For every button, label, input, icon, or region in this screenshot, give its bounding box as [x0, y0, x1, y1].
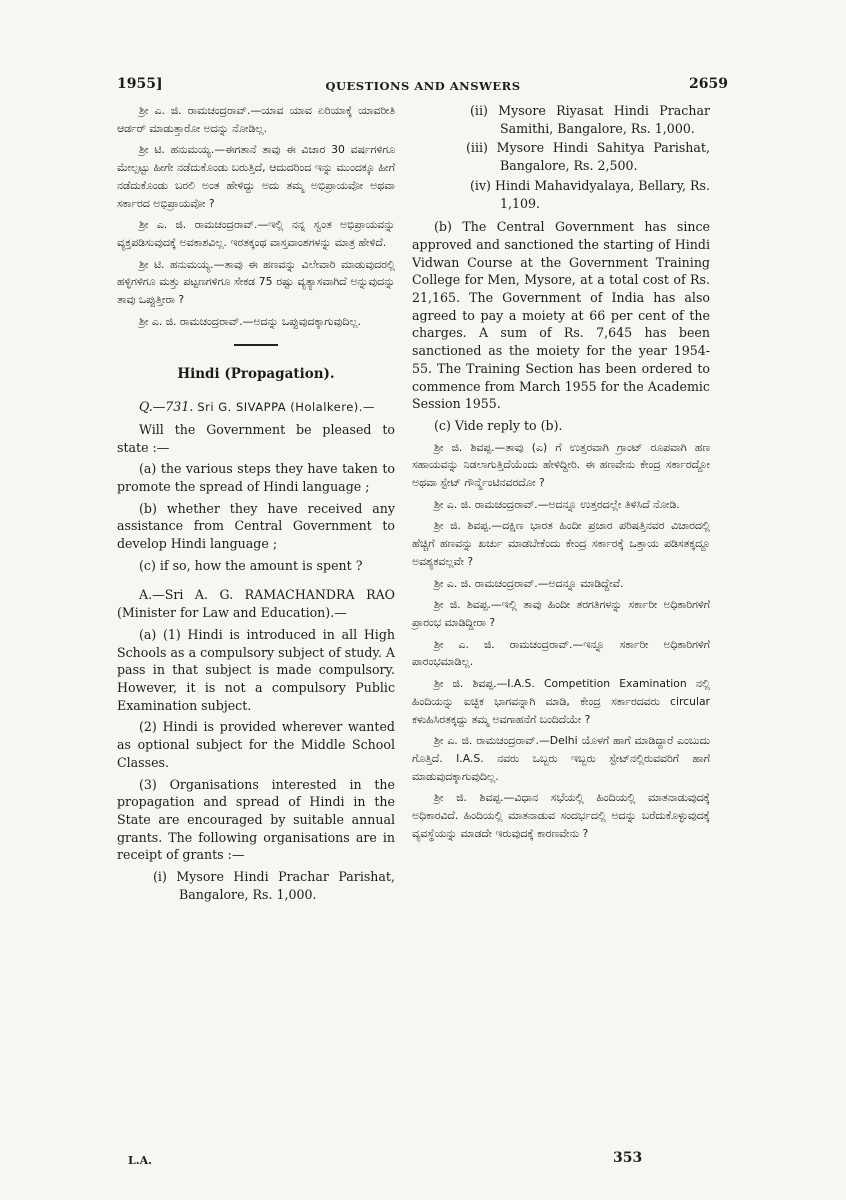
paragraph: ಶ್ರೀ ಜಿ. ಶಿವಪ್ಪ.—I.A.S. Competition Examination ನಲ್ಲಿ ಹಿಂದಿಯನ್ನು ಐಚ್ಛಿಕ ಭಾಗವನ್ನಾಗಿ ಮಾಡಿ, ಕೇಂದ್ರ ಸರ್ಕಾರದವರು circular ಕಳುಹಿಸಿರತಕ್ಕದ್ದು ತಮ್ಮ ಅವಗಾಹನೆಗೆ ಬಂದಿದೆಯೇ ?: [412, 677, 710, 726]
paragraph: ಶ್ರೀ ಟಿ. ಹನುಮಯ್ಯ.—ತಾವು ಈ ಹಣವನ್ನು ವಿಲೇವಾರಿ ಮಾಡುವುದರಲ್ಲಿ ಹಳ್ಳಿಗಳಿಗೂ ಮತ್ತು ಪಟ್ಟಣಗಳಿಗೂ ಸೇಕಡ 75 ರಷ್ಟು ವ್ಯತ್ಯಾಸವಾಗಿದೆ ಅನ್ನುವುದನ್ನು ತಾವು ಒಪ್ಪುತ್ತೀರಾ ?: [117, 257, 395, 307]
question-part-a: (a) the various steps they have taken to promote the spread of Hindi language ;: [117, 461, 395, 494]
paragraph: ಶ್ರೀ ಎ. ಜಿ. ರಾಮಚಂದ್ರರಾವ್.—ಅದನ್ನೂ ಉತ್ತರದಲ್ಲೇ ತಿಳಿಸಿದೆ ನೋಡಿ.: [434, 497, 680, 511]
footer-page-number: 353: [613, 1150, 643, 1166]
paragraph: ಶ್ರೀ ಟಿ. ಹನುಮಯ್ಯ.—ಈಗತಾನೆ ತಾವು ಈ ವಿಚಾರ 30 ವರ್ಷಗಳಿಗೂ ಮೇಲ್ಪಟ್ಟು ಹೀಗೇ ನಡೆದುಕೊಂಡು ಬರುತ್ತಿದೆ, ಆದುದರಿಂದ ಇನ್ನು ಮುಂದಕ್ಕೂ ಹೀಗೆ ನಡೆದುಕೊಂಡು ಬರಲಿ ಅಂತ ಹೇಳಿದ್ದು ಅದು ತಮ್ಮ ಅಭಿಪ್ರಾಯವೋ ಅಥವಾ ಸರ್ಕಾರದ ಅಭಿಪ್ರಾಯವೋ ?: [117, 143, 395, 210]
paragraph: ಶ್ರೀ ಜಿ. ಶಿವಪ್ಪ.—ದಕ್ಷಿಣ ಭಾರತ ಹಿಂದೀ ಪ್ರಚಾರ ಪರಿಷತ್ತಿನವರ ವಿಚಾರದಲ್ಲಿ ಹೆಚ್ಚಿಗೆ ಹಣವನ್ನು ಖರ್ಚು ಮಾಡಬೇಕೆಂದು ಕೇಂದ್ರ ಸರ್ಕಾರಕ್ಕೆ ಒತ್ತಾಯ ಪಡಿಸತಕ್ಕದ್ದೂ ಅವಶ್ಯಕವಲ್ಲವೇ ?: [412, 519, 710, 568]
grant-list: [412, 102, 710, 212]
grant-item: (i) Mysore Hindi Prachar Parishat, Bangalore, Rs. 1,000.: [153, 869, 395, 902]
question-part-c: (c) if so, how the amount is spent ?: [139, 557, 363, 573]
answer-part-a2: (2) Hindi is provided wherever wanted as optional subject for the Middle School Classes.: [117, 719, 395, 770]
paragraph: ಶ್ರೀ ಜಿ. ಶಿವಪ್ಪ.—ವಿಧಾನ ಸಭೆಯಲ್ಲಿ ಹಿಂದಿಯಲ್ಲಿ ಮಾತನಾಡುವುದಕ್ಕೆ ಅಧಿಕಾರವಿದೆ. ಹಿಂದಿಯಲ್ಲಿ ಮಾತನಾಡುವ ಸಂದರ್ಭದಲ್ಲಿ ಅದನ್ನು ಬರೆದುಕೊಳ್ಳುವುದಕ್ಕೆ ವ್ಯವಸ್ಥೆಯನ್ನು ಮಾಡದೇ ಇರುವುದಕ್ಕೆ ಕಾರಣವೇನು ?: [412, 791, 710, 840]
section-heading: Hindi (Propagation).: [177, 366, 335, 383]
paragraph: ಶ್ರೀ ಎ. ಜಿ. ರಾಮಚಂದ್ರರಾವ್.—ಅದನ್ನು ಒಪ್ಪುವುದಕ್ಕಾಗುವುದಿಲ್ಲ.: [139, 314, 361, 328]
paragraph: ಶ್ರೀ ಎ. ಜಿ. ರಾಮಚಂದ್ರರಾವ್.—Delhi ಯೊಳಗೆ ಹಾಗೆ ಮಾಡಿದ್ದಾರೆ ಎಂಬುದು ಗೊತ್ತಿದೆ. I.A.S. ನವರು ಒಬ್ಬರು ಇಬ್ಬರು ಸ್ಟೇಟ್‌ನಲ್ಲಿರುವವರಿಗೆ ಹಾಗೆ ಮಾಡುವುದಕ್ಕಾಗುವುದಿಲ್ಲ.: [412, 734, 710, 783]
question-part-b: (b) whether they have received any assistance from Central Government to develop Hindi language ;: [117, 500, 395, 552]
paragraph: ಶ್ರೀ ಎ. ಜಿ. ರಾಮಚಂದ್ರರಾವ್.—ಯಾವ ಯಾವ ಏರಿಯಾಕ್ಕೆ ಯಾವರೀತಿ ಆರ್ಡರ್ ಮಾಡುತ್ತಾರೋ ಅದನ್ನು ನೋಡಿಲ್ಲ.: [117, 104, 395, 135]
paragraph: ಶ್ರೀ ಜಿ. ಶಿವಪ್ಪ.—ತಾವು (ಎ) ಗೆ ಉತ್ತರವಾಗಿ ಗ್ರಾಂಟ್ ರೂಪವಾಗಿ ಹಣ ಸಹಾಯವನ್ನು ನಿಡಲಾಗುತ್ತಿದೆಯೆಂದು ಹೇಳಿದ್ದೀರಿ. ಈ ಹಣವೇನು ಕೇಂದ್ರ ಸರ್ಕಾರದ್ದೋ ಅಥವಾ ಸ್ಟೇಟ್ ಗೌರ್ನ್ಮೆಂಟಿನವರದೋ ?: [412, 440, 710, 490]
right-column: [412, 102, 710, 846]
grant-item: (ii) Mysore Riyasat Hindi Prachar Samithi, Bangalore, Rs. 1,000.: [470, 103, 710, 136]
question-intro: Will the Government be pleased to state :—: [117, 421, 395, 455]
header-year: 1955]: [117, 76, 163, 92]
paragraph: ಶ್ರೀ ಎ. ಜಿ. ರಾಮಚಂದ್ರರಾವ್.—ಇಲ್ಲಿ ನನ್ನ ಸ್ವಂತ ಅಭಿಪ್ರಾಯವನ್ನು ವ್ಯಕ್ತಪಡಿಸುವುದಕ್ಕೆ ಅವಕಾಶವಿಲ್ಲ. ಇರತಕ್ಕಂಥ ವಾಸ್ತವಾಂಶಗಳನ್ನು ಮಾತ್ರ ಹೇಳಿದೆ.: [117, 218, 395, 249]
answer-part-c: (c) Vide reply to (b).: [434, 417, 563, 433]
paragraph: ಶ್ರೀ ಎ. ಜಿ. ರಾಮಚಂದ್ರರಾವ್.—ಅದನ್ನೂ ಮಾಡಿದ್ದೇವೆ.: [434, 576, 624, 590]
question-header: [117, 398, 395, 417]
question-member: Sri G. SIVAPPA (Holalkere).—: [197, 400, 375, 415]
section-divider: [234, 344, 278, 346]
footer-left: L.A.: [128, 1154, 152, 1167]
left-column: [117, 102, 395, 905]
grant-item: (iv) Hindi Mahavidyalaya, Bellary, Rs. 1,109.: [470, 177, 710, 211]
answer-part-a1: (a) (1) Hindi is introduced in all High Schools as a compulsory subject of study. A pass in that subject is made compulsory. However, it is not a compulsory Public Examination subject.: [117, 626, 395, 713]
paragraph: ಶ್ರೀ ಜಿ. ಶಿವಪ್ಪ.—ಇಲ್ಲಿ ತಾವು ಹಿಂದೀ ತರಗತಿಗಳನ್ನು ಸರ್ಕಾರೀ ಅಧಿಕಾರಿಗಳಿಗೆ ಪ್ರಾರಂಭ ಮಾಡಿದ್ದೀರಾ ?: [412, 598, 710, 629]
grant-item: (iii) Mysore Hindi Sahitya Parishat, Bangalore, Rs. 2,500.: [466, 140, 710, 174]
answer-header: A.—Sri A. G. RAMACHANDRA RAO (Minister for Law and Education).—: [117, 587, 395, 621]
answer-part-a3: (3) Organisations interested in the propagation and spread of Hindi in the State are encouraged by suitable annual grants. The following organisations are in receipt of grants :—: [117, 776, 395, 863]
answer-part-b: (b) The Central Government has since approved and sanctioned the starting of Hindi Vidwan Course at the Government Training College for Men, Mysore, at a total cost of Rs. 21,165. The Government of India has also agreed to pay a moiety at 66 per cent of the charges. A sum of Rs. 7,645 has been sanctioned as the moiety for the year 1954-55. The Training Section has been ordered to commence from March 1955 for the Academic Session 1955.: [412, 219, 710, 412]
paragraph: ಶ್ರೀ ಎ. ಜಿ. ರಾಮಚಂದ್ರರಾವ್.—ಇನ್ನೂ ಸರ್ಕಾರೀ ಅಧಿಕಾರಿಗಳಿಗೆ ಪಾರಂಭಮಾಡಿಲ್ಲ.: [412, 637, 710, 669]
header-page-number: 2659: [689, 76, 728, 92]
question-label: Q.—731.: [139, 399, 194, 415]
header-title: QUESTIONS AND ANSWERS: [325, 79, 521, 93]
